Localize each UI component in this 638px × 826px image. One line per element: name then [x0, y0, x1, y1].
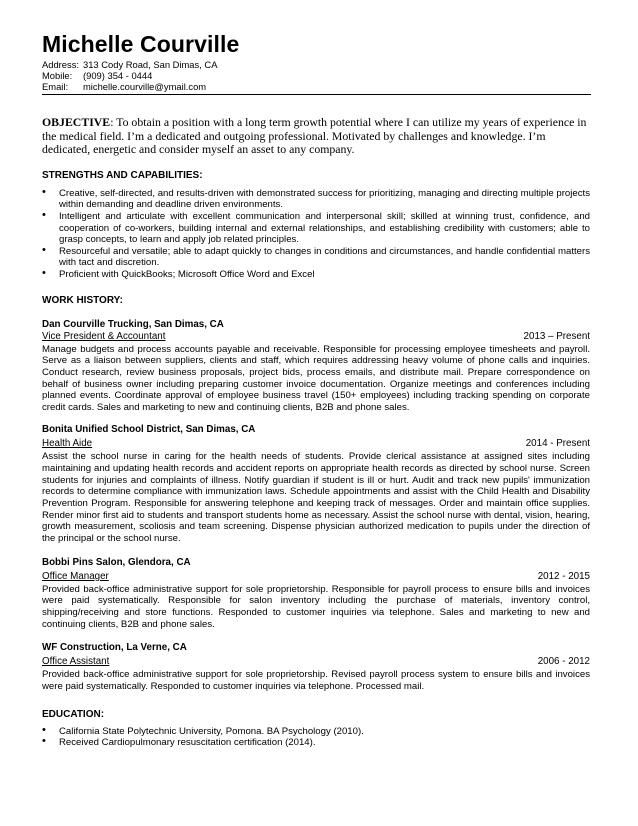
header-divider — [42, 94, 591, 95]
job-employer: Dan Courville Trucking, San Dimas, CA — [42, 318, 224, 330]
job-employer: Bonita Unified School District, San Dimas, CA — [42, 424, 256, 436]
education-text: California State Polytechnic University, Pomona. BA Psychology (2010). — [59, 725, 364, 737]
strength-item — [42, 266, 590, 281]
job-entry — [42, 424, 590, 544]
bullet-icon: • — [42, 723, 46, 736]
job-description: Provided back-office administrative support for sole proprietorship. Responsible for payroll process to ensure bills and invoices were paid systematically. Responsible for salon inventory including the purchase of materials, inventory control, shipping/receiving and store functions. Responded to customer inquiries via telephone. Sales and marketing to new and continuing clients, B2B and phone sales. — [42, 583, 590, 630]
objective-paragraph — [42, 116, 590, 157]
job-title-line — [42, 331, 590, 343]
email-value: michelle.courville@ymail.com — [83, 81, 207, 92]
address-value: 313 Cody Road, San Dimas, CA — [83, 59, 218, 70]
resume-page — [42, 30, 590, 749]
email-row — [42, 81, 590, 92]
job-dates: 2006 - 2012 — [537, 656, 590, 668]
job-title: Office Assistant — [42, 656, 110, 668]
education-text: Received Cardiopulmonary resuscitation certification (2014). — [59, 737, 316, 749]
strengths-heading: STRENGTHS AND CAPABILITIES: — [42, 169, 203, 181]
job-title: Health Aide — [42, 438, 93, 450]
bullet-icon: • — [42, 208, 46, 221]
education-heading: EDUCATION: — [42, 708, 105, 720]
address-label: Address: — [42, 59, 79, 70]
job-title-line — [42, 656, 590, 668]
strength-text: Intelligent and articulate with excellent communication and interpersonal skill; skilled at winning trust, confidence, and cooperation of co-workers, building internal and external relationships, and establishing credibility with customers; able to grasp concepts, to learn and apply job related principles. — [59, 210, 590, 246]
job-title: Vice President & Accountant — [42, 330, 166, 342]
job-description: Manage budgets and process accounts payable and receivable. Responsible for processing employee timesheets and payroll. Serve as a liaison between suppliers, clients and staff, which requires addressing heavy volume of phone calls and inquiries. Conduct research, review business proposals, project bids, process emails, and distribute mail. Prepare correspondence on behalf of business owner including preparing customer invoice documentation. Organize meetings and conferences including planned events. Coordinate approval of employee business travel (150+ employees) including tracking spending on corporate credit cards. Sales and marketing to new and continuing clients, B2B and phone sales. — [42, 343, 590, 413]
work-history-heading: WORK HISTORY: — [42, 294, 123, 306]
strength-text: Resourceful and versatile; able to adapt quickly to changes in conditions and circumstances, and handle confidential matters with tact and discretion. — [59, 245, 590, 269]
job-employer: Bobbi Pins Salon, Glendora, CA — [42, 556, 191, 568]
mobile-label: Mobile: — [42, 70, 73, 81]
job-entry — [42, 642, 590, 692]
strength-item — [42, 208, 590, 246]
job-entry — [42, 557, 590, 631]
job-title-line — [42, 438, 590, 450]
strength-item — [42, 185, 590, 211]
strength-text: Creative, self-directed, and results-driven with demonstrated success for prioritizing, managing and directing multiple projects within demanding and deadline driven environments. — [59, 187, 590, 211]
candidate-name: Michelle Courville — [42, 31, 240, 57]
education-item — [42, 723, 590, 738]
job-dates: 2014 - Present — [525, 438, 590, 450]
job-entry — [42, 319, 590, 414]
strengths-list — [42, 185, 590, 281]
job-dates: 2012 - 2015 — [537, 570, 590, 582]
address-row — [42, 59, 590, 70]
job-employer: WF Construction, La Verne, CA — [42, 642, 187, 654]
objective-label: OBJECTIVE — [42, 115, 111, 129]
job-title: Office Manager — [42, 570, 109, 582]
job-dates: 2013 – Present — [523, 330, 590, 342]
education-list — [42, 723, 590, 749]
strength-item — [42, 243, 590, 269]
strength-text: Proficient with QuickBooks; Microsoft Office Word and Excel — [59, 268, 315, 280]
bullet-icon: • — [42, 243, 46, 256]
job-description: Provided back-office administrative support for sole proprietorship. Revised payroll process system to ensure bills and invoices were paid systematically. Responded to customer inquiries via telephone. Processed mail. — [42, 669, 590, 692]
job-description: Assist the school nurse in caring for the health needs of students. Provide clerical assistance at assigned sites including maintaining and updating health records and accident reports on appropriate health records as directed by school nurse. Screen students for injuries and complaints of illness. Notify guardian if student is ill or hurt. Audit and track new pupils' immunization records to determine compliance with immunization laws. Schedule appointments and assist with the Child Health and Disability Prevention Program. Responsible for answering telephone and keeping track of messages. Order and maintain office supplies. Render minor first aid to students and transport students home as necessary. Assist the school nurse with dental, vision, hearing, growth measurement, scoliosis and team screening. Dispense physician authorized medication to pupils under the direction of the principal or the school nurse. — [42, 451, 590, 545]
mobile-row — [42, 70, 590, 81]
email-label: Email: — [42, 81, 69, 92]
contact-block — [42, 59, 590, 92]
bullet-icon: • — [42, 735, 46, 748]
bullet-icon: • — [42, 185, 46, 198]
mobile-value: (909) 354 - 0444 — [83, 70, 153, 81]
objective-text: : To obtain a position with a long term growth potential where I can utilize my years of experience in the medical field. I’m a dedicated and outgoing professional. Motivated by challenges and knowledge. I’m dedicated, energetic and consider myself an asset to any company. — [42, 115, 587, 157]
job-title-line — [42, 571, 590, 583]
bullet-icon: • — [42, 266, 46, 279]
education-item — [42, 737, 590, 749]
